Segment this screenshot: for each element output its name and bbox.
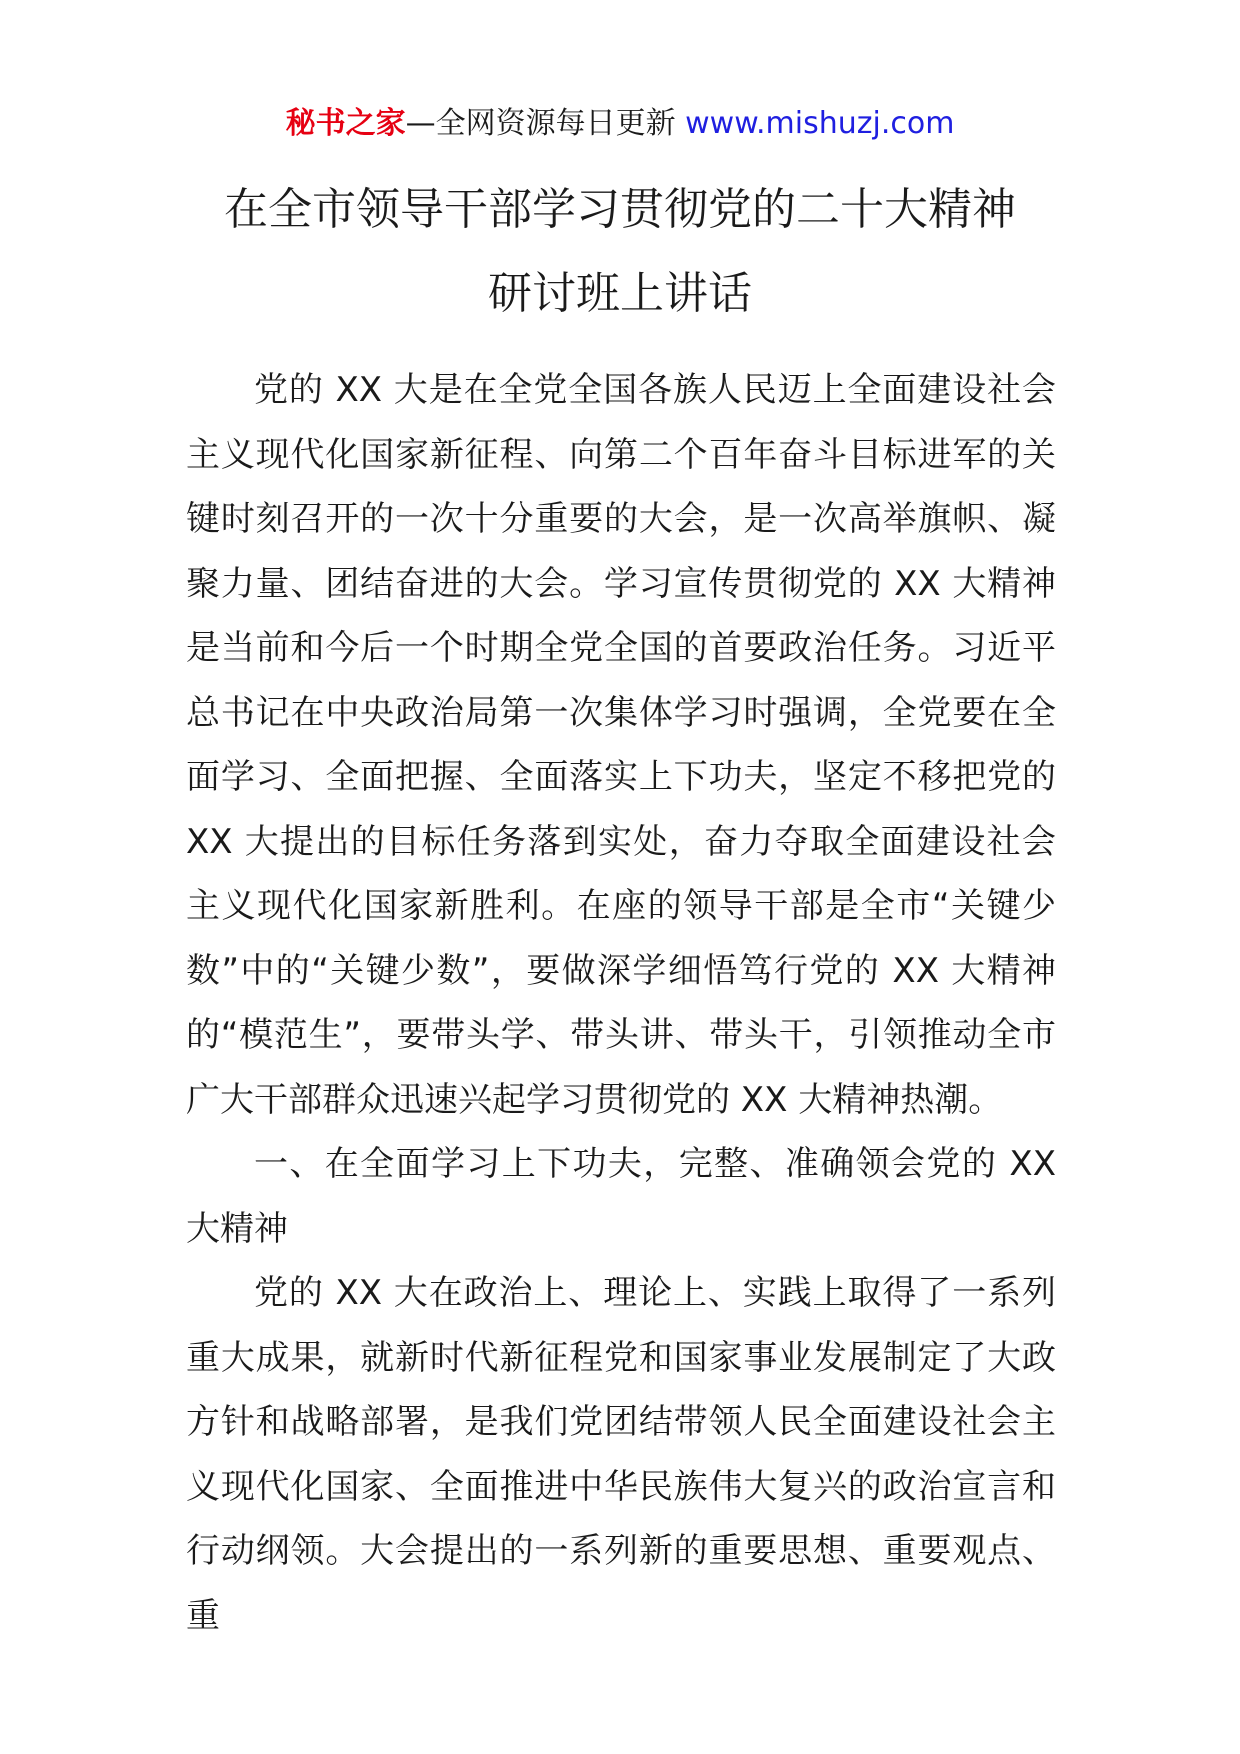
intro-paragraph: 党的 XX 大是在全党全国各族人民迈上全面建设社会主义现代化国家新征程、向第二个百年奋斗目标进军的关键时刻召开的一次十分重要的大会，是一次高举旗帜、凝聚力量、团结奋进的大会。学习宣传贯彻党的 XX 大精神是当前和今后一个时期全党全国的首要政治任务。习近平总书记在中央政治局第一次集体学习时强调，全党要在全面学习、全面把握、全面落实上下功夫，坚定不移把党的 XX 大提出的目标任务落到实处，奋力夺取全面建设社会主义现代化国家新胜利。在座的领导干部是全市“关键少数”中的“关键少数”，要做深学细悟笃行党的 XX 大精神的“模范生”，要带头学、带头讲、带头干，引领推动全市广大干部群众迅速兴起学习贯彻党的 XX 大精神热潮。 bbox=[186, 370, 1056, 1120]
section-heading-1: 一、在全面学习上下功夫，完整、准确领会党的 XX 大精神 bbox=[186, 1144, 1056, 1249]
document-title-line-1: 在全市领导干部学习贯彻党的二十大精神 bbox=[224, 184, 1016, 235]
site-brand: 秘书之家 bbox=[285, 106, 406, 141]
site-slogan: —全网资源每日更新 bbox=[405, 106, 676, 141]
document-title bbox=[0, 168, 1240, 336]
site-url-link[interactable]: www.mishuzj.com bbox=[685, 106, 955, 141]
document-title-line-2: 研讨班上讲话 bbox=[488, 268, 752, 319]
site-header bbox=[0, 104, 1240, 144]
section-1-paragraph: 党的 XX 大在政治上、理论上、实践上取得了一系列重大成果，就新时代新征程党和国家事业发展制定了大政方针和战略部署，是我们党团结带领人民全面建设社会主义现代化国家、全面推进中华民族伟大复兴的政治宣言和行动纲领。大会提出的一系列新的重要思想、重要观点、重 bbox=[186, 1273, 1056, 1636]
document-body bbox=[186, 358, 1056, 1648]
